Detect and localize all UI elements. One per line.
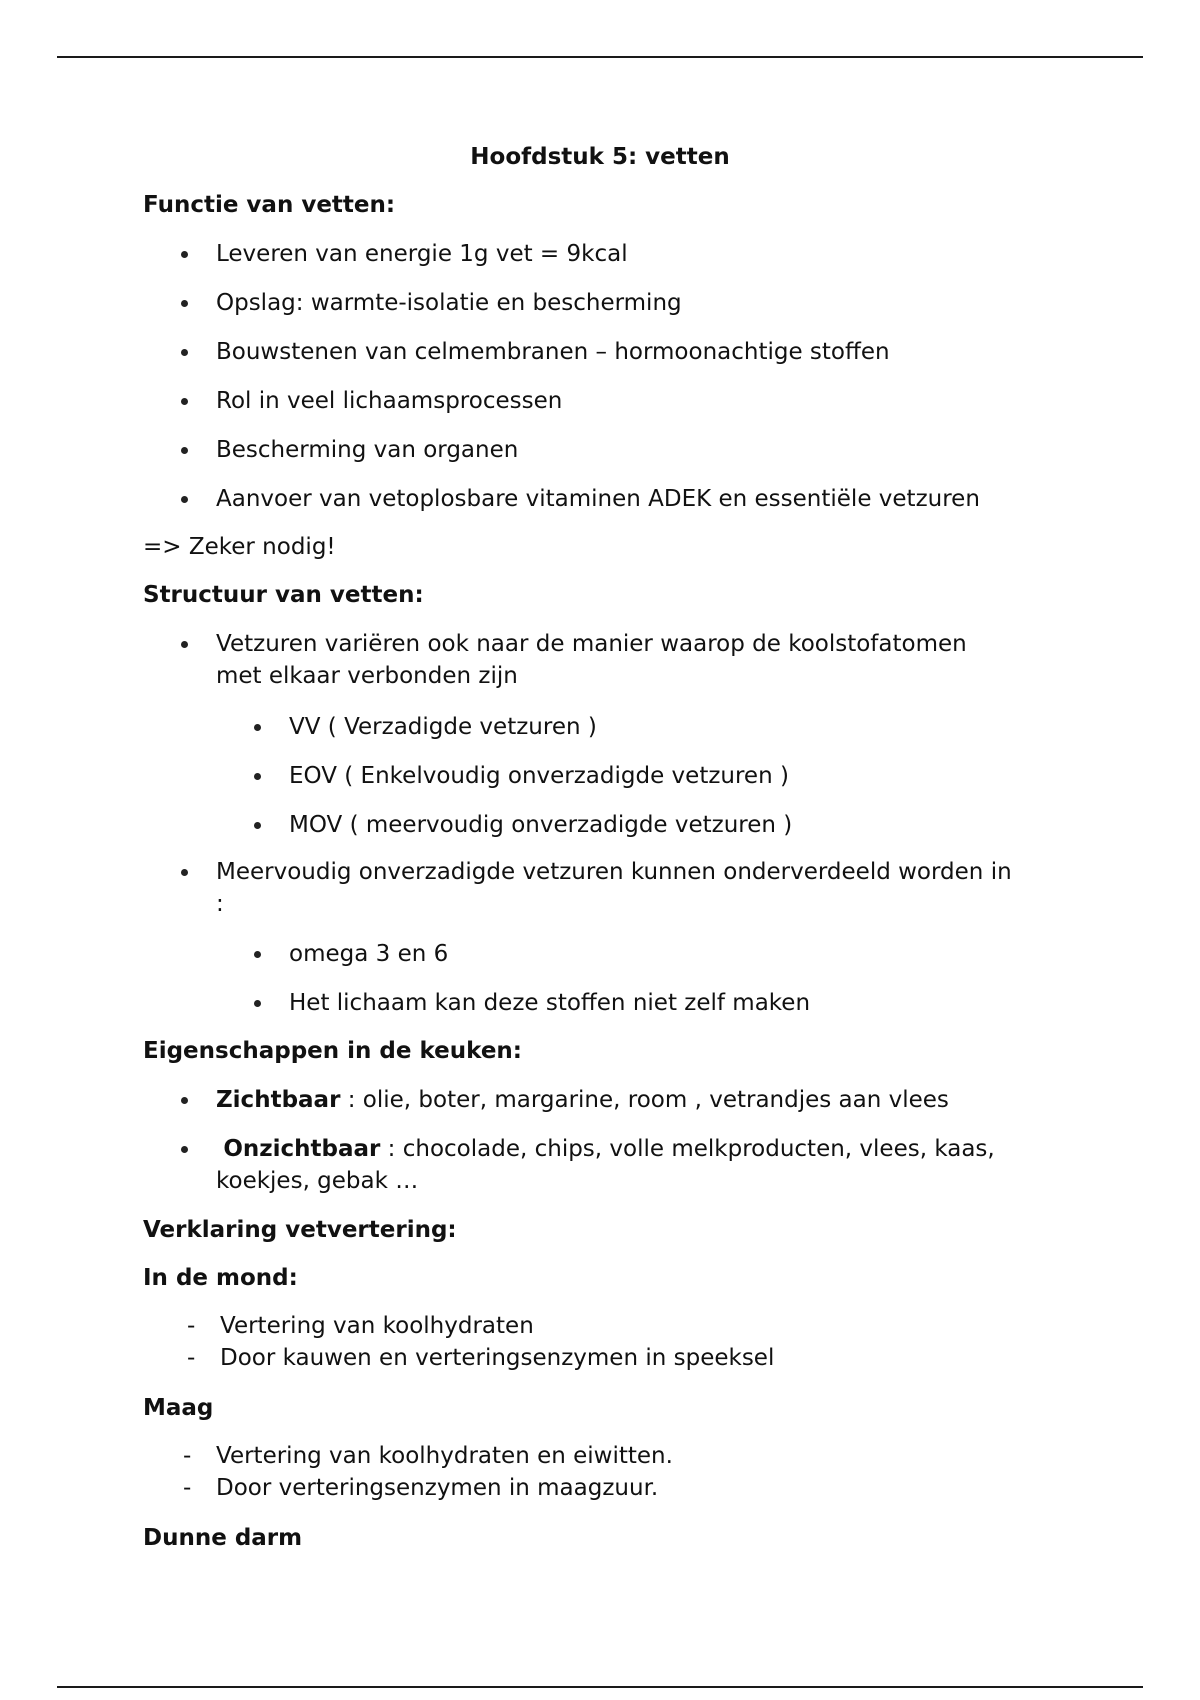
list-item: Bescherming van organen bbox=[216, 434, 518, 466]
bullet-icon bbox=[254, 773, 261, 780]
onzichtbaar-label: Onzichtbaar bbox=[223, 1136, 381, 1162]
section-heading-functie: Functie van vetten: bbox=[143, 192, 396, 218]
sub-list-item: EOV ( Enkelvoudig onverzadigde vetzuren ) bbox=[289, 760, 789, 792]
dash-list-item: - Door kauwen en verteringsenzymen in speeksel bbox=[187, 1345, 775, 1371]
dash-list-item: - Vertering van koolhydraten en eiwitten. bbox=[183, 1443, 673, 1469]
list-item: Bouwstenen van celmembranen – hormoonachtige stoffen bbox=[216, 336, 890, 368]
bullet-icon bbox=[181, 869, 188, 876]
bullet-icon bbox=[181, 300, 188, 307]
bullet-icon bbox=[181, 251, 188, 258]
subheading-dunne-darm: Dunne darm bbox=[143, 1525, 303, 1551]
list-item: Rol in veel lichaamsprocessen bbox=[216, 385, 562, 417]
sub-list-item: MOV ( meervoudig onverzadigde vetzuren ) bbox=[289, 809, 792, 841]
bullet-icon bbox=[181, 349, 188, 356]
bullet-icon bbox=[181, 447, 188, 454]
bullet-icon bbox=[254, 822, 261, 829]
sub-list-item: Het lichaam kan deze stoffen niet zelf maken bbox=[289, 987, 810, 1019]
dash-list-item: - Vertering van koolhydraten bbox=[187, 1313, 534, 1339]
page-title: Hoofdstuk 5: vetten bbox=[470, 144, 730, 170]
sub-list-item: omega 3 en 6 bbox=[289, 938, 448, 970]
footer-rule bbox=[57, 1686, 1143, 1688]
list-item: Opslag: warmte-isolatie en bescherming bbox=[216, 287, 682, 319]
section-heading-vertering: Verklaring vetvertering: bbox=[143, 1217, 457, 1243]
zichtbaar-label: Zichtbaar bbox=[216, 1087, 341, 1113]
list-item: Aanvoer van vetoplosbare vitaminen ADEK en essentiële vetzuren bbox=[216, 483, 980, 515]
section-heading-structuur: Structuur van vetten: bbox=[143, 582, 424, 608]
bullet-icon bbox=[181, 641, 188, 648]
bullet-icon bbox=[181, 1146, 188, 1153]
list-item: Leveren van energie 1g vet = 9kcal bbox=[216, 238, 628, 270]
list-item: Vetzuren variëren ook naar de manier waarop de koolstofatomen met elkaar verbonden zijn bbox=[216, 628, 967, 692]
bullet-icon bbox=[254, 1000, 261, 1007]
sub-list-item: VV ( Verzadigde vetzuren ) bbox=[289, 711, 597, 743]
list-item: Meervoudig onverzadigde vetzuren kunnen onderverdeeld worden in : bbox=[216, 856, 1012, 920]
bullet-icon bbox=[254, 951, 261, 958]
bullet-icon bbox=[181, 1097, 188, 1104]
section-heading-eigenschappen: Eigenschappen in de keuken: bbox=[143, 1038, 522, 1064]
bullet-icon bbox=[181, 398, 188, 405]
bullet-icon bbox=[254, 724, 261, 731]
dash-list-item: - Door verteringsenzymen in maagzuur. bbox=[183, 1475, 659, 1501]
bullet-icon bbox=[181, 496, 188, 503]
list-item: Zichtbaar : olie, boter, margarine, room , vetrandjes aan vlees bbox=[216, 1084, 949, 1116]
conclusion-text: => Zeker nodig! bbox=[143, 534, 336, 560]
header-rule bbox=[57, 56, 1143, 58]
list-item: Onzichtbaar : chocolade, chips, volle melkproducten, vlees, kaas, koekjes, gebak … bbox=[216, 1133, 995, 1197]
subheading-maag: Maag bbox=[143, 1395, 214, 1421]
subheading-mond: In de mond: bbox=[143, 1265, 298, 1291]
